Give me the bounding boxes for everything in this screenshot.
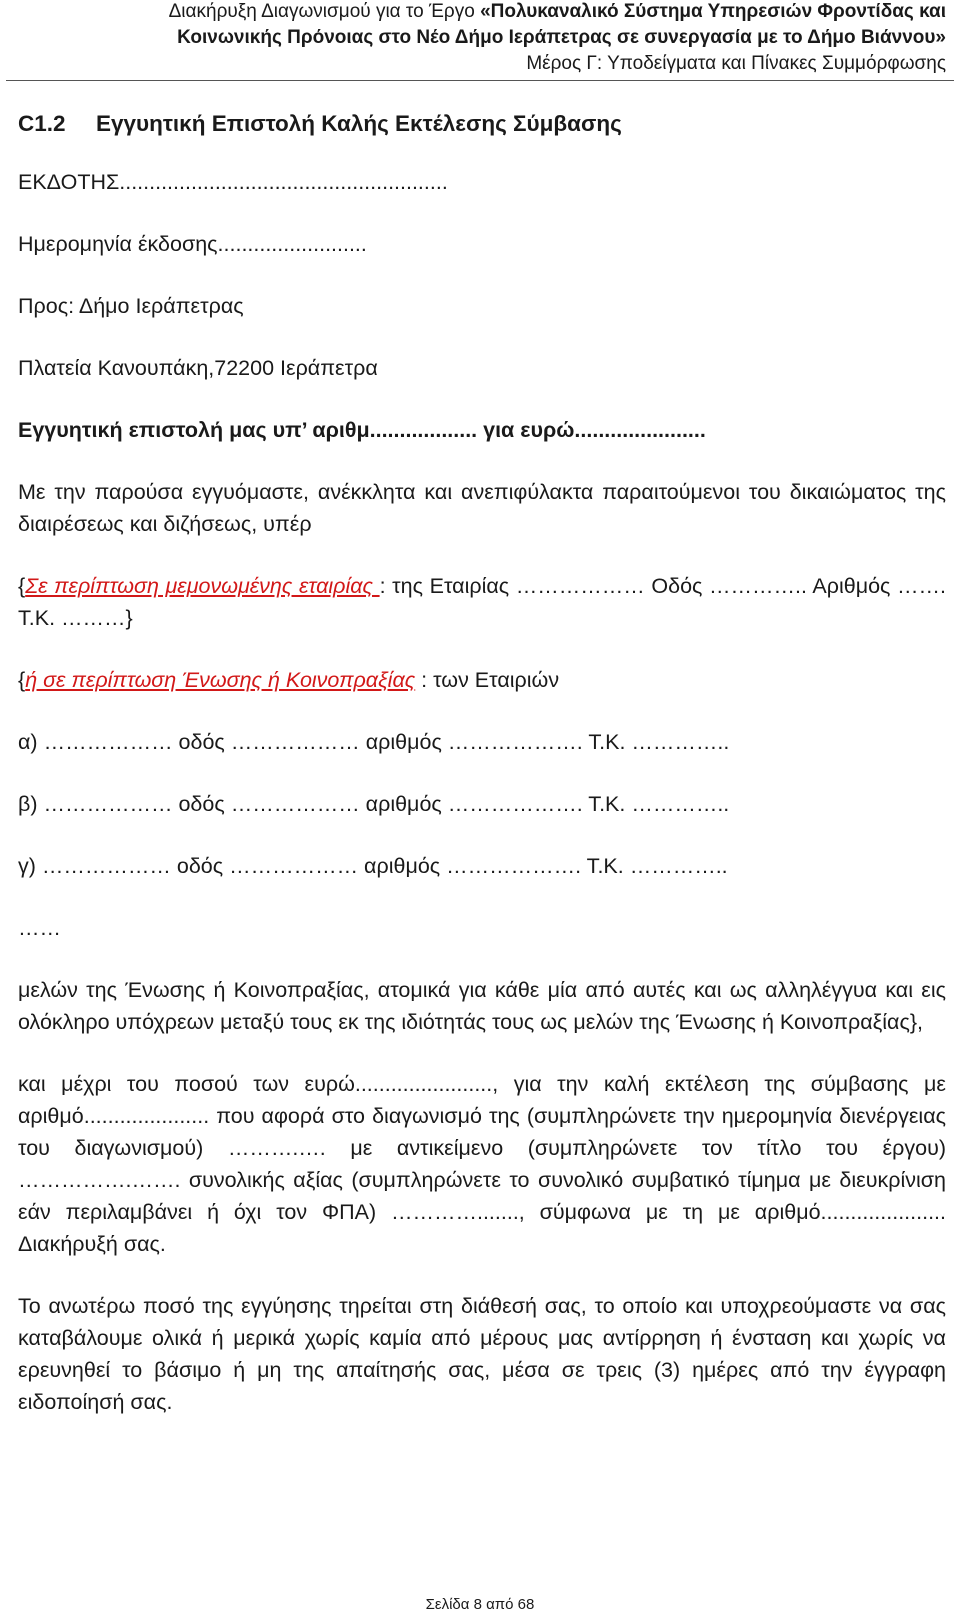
brace-open: { [18,574,26,598]
joint-venture-link[interactable]: ή σε περίπτωση Ένωσης ή Κοινοπραξίας [25,668,416,692]
intro-paragraph: Με την παρούσα εγγυόμαστε, ανέκκλητα και ανεπιφύλακτα παραιτούμενοι του δικαιώματος της διαιρέσεως και διζήσεως, υπέρ [18,480,946,536]
header-divider [6,80,954,81]
header-project-title-2: Κοινωνικής Πρόνοιας στο Νέο Δήμο Ιεράπετρας σε συνεργασία με το Δήμο Βιάννου» [177,27,946,48]
member-b-line: β) ……………… οδός ……………… αριθμός ………………. Τ.Κ. ………….. [18,792,730,816]
document-body [18,108,946,1418]
joint-venture-text: : των Εταιριών [415,668,560,692]
header-prefix: Διακήρυξη Διαγωνισμού για το Έργο [168,1,481,22]
section-heading [18,108,946,146]
amount-paragraph: και μέχρι του ποσού των ευρώ......................., για την καλή εκτέλεση της σύμβασης με αριθμό..................... που αφορά στο διαγωνισμό της (συμπληρώνετε την ημερομηνία διενέργειας του διαγωνισμού) ……….…. με αντικείμενο (συμπληρώνετε τον τίτλο του έργου) …………….……. συνολικής αξίας (συμπληρώνετε το συνολικό συμβατικό τίμημα με διευκρίνιση εάν περιλαμβάνει ή όχι τον ΦΠΑ) …………......., σύμφωνα με τη με αριθμό..................... Διακήρυξή σας. [18,1072,946,1256]
ellipsis-line: …… [18,916,61,940]
guarantee-paragraph: Το ανωτέρω ποσό της εγγύησης τηρείται στη διάθεσή σας, το οποίο και υποχρεούμαστε να σας καταβάλουμε ολικά ή μερικά χωρίς καμία από μέρους μας αντίρρηση ή ένσταση και χωρίς να ερευνηθεί το βάσιμο ή μη της απαίτησής σας, μέσα σε τρεις (3) ημέρες από την έγγραφη ειδοποίησή σας. [18,1294,946,1414]
member-a-line: α) ……………… οδός ……………… αριθμός ………………. Τ.Κ. ………….. [18,730,730,754]
letter-reference: Εγγυητική επιστολή μας υπ’ αριθμ.................. για ευρώ...................... [18,418,706,442]
members-paragraph: μελών της Ένωσης ή Κοινοπραξίας, ατομικά για κάθε μία από αυτές και ως αλληλέγγυα και εις ολόκληρο υπόχρεων μεταξύ τους εκ της ιδιότητάς τους ως μελών της Ένωσης ή Κοινοπραξίας}, [18,978,946,1034]
single-company-text: : της Εταιρίας ……………… Οδός ………….. Αριθμός ……. Τ.Κ. ………} [18,574,946,630]
brace-open: { [18,668,26,692]
issue-date-field: Ημερομηνία έκδοσης......................... [18,232,367,256]
section-title: Εγγυητική Επιστολή Καλής Εκτέλεσης Σύμβασης [96,111,622,136]
header-line-1 [0,0,946,25]
member-c-line: γ) ……………… οδός ……………… αριθμός ………………. Τ.Κ. ………….. [18,854,728,878]
page-number: Σελίδα 8 από 68 [425,1596,535,1613]
single-company-clause [18,570,946,634]
recipient-line: Προς: Δήμο Ιεράπετρας [18,294,244,318]
header-project-title-1: «Πολυκαναλικό Σύστημα Υπηρεσιών Φροντίδας και [480,1,946,22]
issuer-field: ΕΚΔΟΤΗΣ....................................................... [18,170,448,194]
page-header [0,0,946,77]
recipient-address: Πλατεία Κανουπάκη,72200 Ιεράπετρα [18,356,378,380]
section-number: C1.2 [18,111,66,136]
single-company-link[interactable]: Σε περίπτωση μεμονωμένης εταιρίας [25,574,380,598]
header-part-label: Μέρος Γ: Υποδείγματα και Πίνακες Συμμόρφωσης [526,53,946,74]
joint-venture-clause [18,664,946,696]
